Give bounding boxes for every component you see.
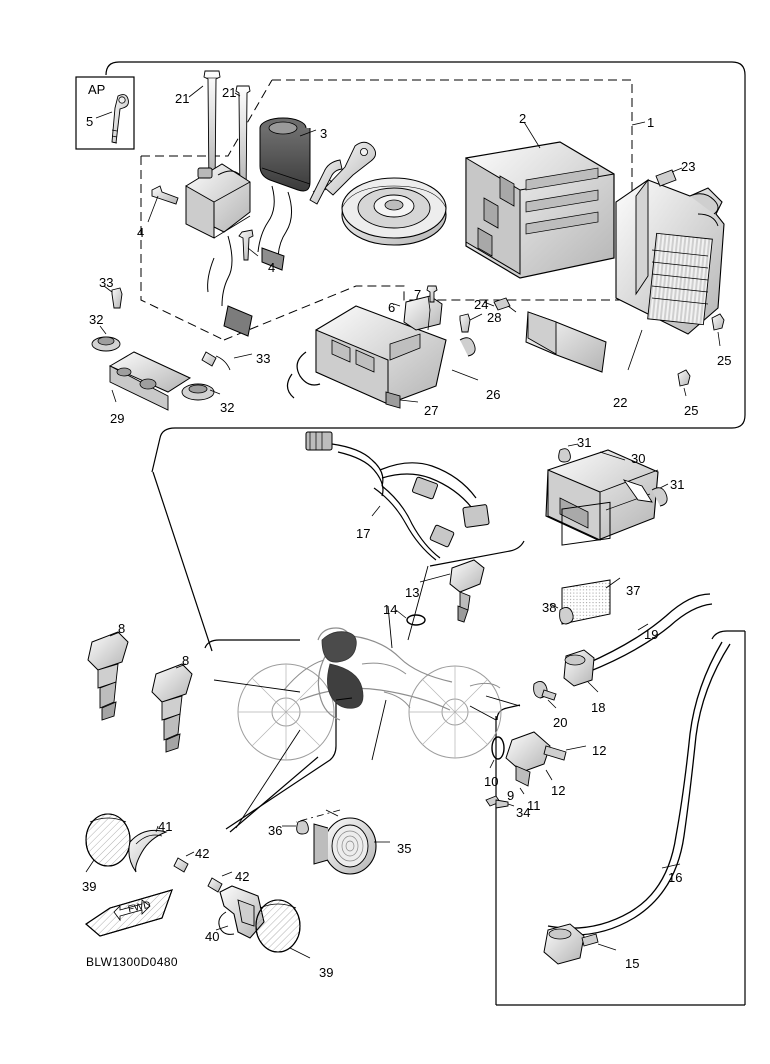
- part-22-fuse-box: [616, 180, 724, 370]
- callout-number-20: 20: [553, 715, 568, 730]
- callout-number-27: 27: [424, 403, 439, 418]
- callout-number-23: 23: [681, 159, 696, 174]
- callout-number-31: 31: [670, 477, 685, 492]
- callout-number-39: 39: [82, 879, 97, 894]
- callout-number-11: 11: [527, 798, 541, 813]
- fwd-arrow-label: FWD: [127, 899, 152, 916]
- callout-number-14: 14: [383, 602, 398, 617]
- part-3-main-switch: [258, 118, 316, 270]
- ap-inset-label: AP: [88, 82, 106, 97]
- part-30-ecu-module: [546, 444, 668, 540]
- motorcycle-outline: [238, 628, 501, 760]
- part-39-speaker-right: [256, 900, 310, 958]
- callout-number-30: 30: [631, 451, 646, 466]
- callout-number-12: 12: [592, 743, 607, 758]
- callout-number-12: 12: [551, 783, 566, 798]
- callout-number-3: 3: [320, 126, 328, 141]
- part-29-bracket: [110, 352, 190, 410]
- part-8-ignition-coils: [88, 632, 192, 752]
- callout-number-2: 2: [519, 111, 527, 126]
- part-23-clip: [656, 168, 682, 186]
- callout-number-21: 21: [175, 91, 190, 106]
- callout-number-42: 42: [195, 846, 210, 861]
- callout-number-15: 15: [625, 956, 640, 971]
- callout-number-38: 38: [542, 600, 557, 615]
- callout-number-4: 4: [268, 260, 276, 275]
- callout-number-25: 25: [717, 353, 732, 368]
- callout-number-16: 16: [668, 870, 683, 885]
- part-17-wire-harness: [306, 432, 489, 560]
- callout-number-21: 21: [222, 85, 237, 100]
- part-4-lock-assembly: [148, 164, 258, 336]
- callout-number-22: 22: [613, 395, 628, 410]
- callout-number-8: 8: [118, 621, 126, 636]
- callout-number-6: 6: [388, 300, 396, 315]
- callout-number-18: 18: [591, 700, 606, 715]
- callout-number-42: 42: [235, 869, 250, 884]
- callout-number-19: 19: [644, 627, 659, 642]
- part-immobilizer-ring: [342, 178, 446, 245]
- motorcycle-leader-lines: [214, 566, 520, 828]
- part-26-bracket: [287, 306, 478, 404]
- callout-number-10: 10: [484, 774, 499, 789]
- callout-number-32: 32: [89, 312, 104, 327]
- callout-number-32: 32: [220, 400, 235, 415]
- callout-number-26: 26: [486, 387, 501, 402]
- callout-number-28: 28: [487, 310, 502, 325]
- part-9-11-sensor: [486, 732, 586, 808]
- callout-number-33: 33: [256, 351, 271, 366]
- callout-number-29: 29: [110, 411, 125, 426]
- callout-number-7: 7: [414, 287, 422, 302]
- callout-number-34: 34: [516, 805, 531, 820]
- callout-number-40: 40: [205, 929, 220, 944]
- callout-number-13: 13: [405, 585, 420, 600]
- callout-number-24: 24: [474, 297, 489, 312]
- callout-number-33: 33: [99, 275, 114, 290]
- callout-number-31: 31: [577, 435, 592, 450]
- part-18-relay: [534, 650, 598, 708]
- part-35-horn: [282, 810, 390, 874]
- callout-number-5: 5: [86, 114, 94, 129]
- callout-number-39: 39: [319, 965, 334, 980]
- callout-number-41: 41: [158, 819, 173, 834]
- callout-number-4: 4: [137, 225, 145, 240]
- callout-number-35: 35: [397, 841, 412, 856]
- callout-number-9: 9: [507, 788, 515, 803]
- callout-number-25: 25: [684, 403, 699, 418]
- callout-number-8: 8: [182, 653, 190, 668]
- callout-number-17: 17: [356, 526, 371, 541]
- motorcycle-tank-shade: [322, 632, 363, 709]
- part-39-speaker-left: [86, 814, 130, 872]
- diagram-part-code: BLW1300D0480: [86, 955, 178, 969]
- callout-number-36: 36: [268, 823, 283, 838]
- callout-number-1: 1: [647, 115, 655, 130]
- callout-number-37: 37: [626, 583, 641, 598]
